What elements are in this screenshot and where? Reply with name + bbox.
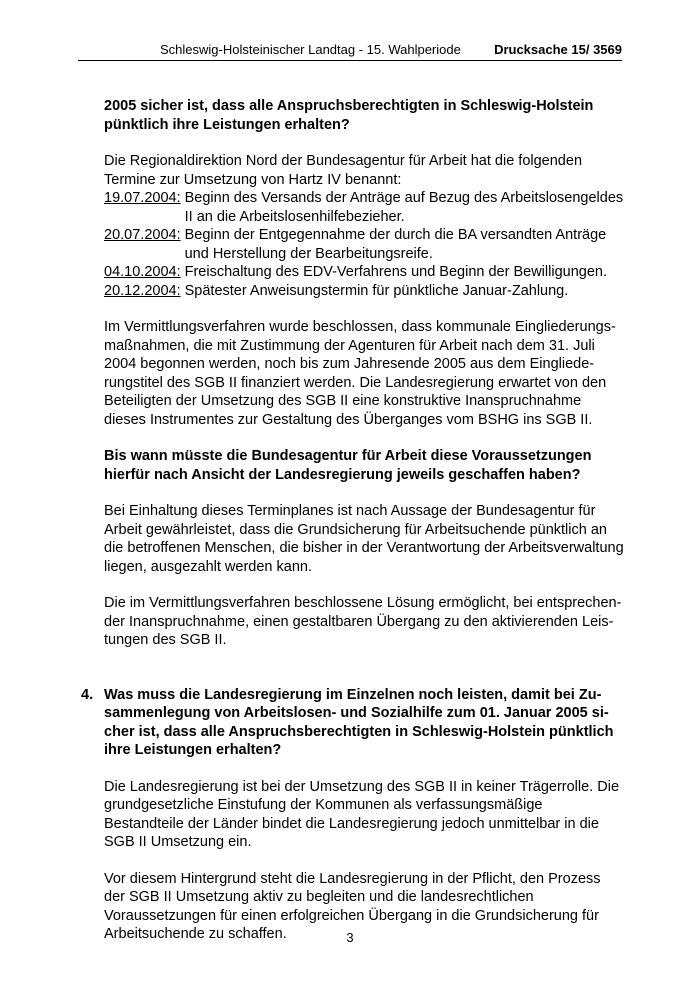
page-number: 3 <box>346 930 354 945</box>
date-label: 04.10.2004: <box>104 264 181 280</box>
question-bis-wann: Bis wann müsste die Bundesagentur für Arbeit diese Voraussetzungen hierfür nach Ansicht der Landesregierung jeweils geschaffen haben? <box>104 448 592 483</box>
question-4 <box>81 686 624 760</box>
date-text: Freischaltung des EDV-Verfahrens und Beginn der Bewilligungen. <box>184 264 607 280</box>
date-item <box>104 189 624 226</box>
page-header <box>78 38 622 61</box>
paragraph-pflicht: Vor diesem Hintergrund steht die Landesregierung in der Pflicht, den Prozess der SGB II Umsetzung aktiv zu begleiten und die landesrechtlichen Voraussetzungen für einen erfolgreichen Übergang in die Grundsicherung für Arbeitsuchende zu schaffen. <box>104 870 601 942</box>
date-item <box>104 282 624 301</box>
date-text: Spätester Anweisungstermin für pünktliche Januar-Zahlung. <box>184 282 569 299</box>
paragraph-traeger: Die Landesregierung ist bei der Umsetzung des SGB II in keiner Trägerrolle. Die grundgesetzliche Einstufung der Kommunen als verfassungsmäßige Bestandteile der Länder bindet die Landesregierung jedoch unmittelbar in die SGB II Umsetzung ein. <box>104 778 620 850</box>
date-label: 20.07.2004: <box>104 227 181 243</box>
date-label: 19.07.2004: <box>104 190 181 206</box>
paragraph-einhaltung: Bei Einhaltung dieses Terminplanes ist nach Aussage der Bundesagentur für Arbeit gewährleistet, dass die Grundsicherung für Arbeitsuchende pünktlich an die betroffenen Menschen, die bisher in der Verantwortung der Arbeitsverwaltung liegen, ausgezahlt werden kann. <box>104 503 624 575</box>
date-text: Beginn der Entgegennahme der durch die BA versandten Anträge und Herstellung der Bearbeitungsreife. <box>184 227 607 262</box>
date-item <box>104 226 624 263</box>
paragraph-vermittlung: Im Vermittlungsverfahren wurde beschlossen, dass kommunale Eingliederungsmaßnahmen, die mit Zustimmung der Agenturen für Arbeit nach dem 31. Juli 2004 begonnen werden, noch bis zum Jahresende 2005 aus dem Eingliederungstitel des SGB II finanziert werden. Die Landesregierung erwartet von den Beteiligten der Umsetzung des SGB II eine konstruktive Inanspruchnahme dieses Instrumentes zur Gestaltung des Überganges vom BSHG ins SGB II. <box>104 319 616 428</box>
paragraph-intro: Die Regionaldirektion Nord der Bundesagentur für Arbeit hat die folgenden Termine zur Umsetzung von Hartz IV benannt: <box>104 153 583 188</box>
date-list <box>104 189 624 300</box>
date-text: Beginn des Versands der Anträge auf Bezug des Arbeitslosengeldes II an die Arbeitslosenhilfebezieher. <box>184 190 624 225</box>
date-label: 20.12.2004: <box>104 282 181 299</box>
header-doc-number: Drucksache 15/ 3569 <box>494 42 622 57</box>
question-continuation: 2005 sicher ist, dass alle Anspruchsberechtigten in Schleswig-Holstein pünktlich ihre Leistungen erhalten? <box>104 98 594 133</box>
date-item <box>104 263 624 282</box>
question-4-text: Was muss die Landesregierung im Einzelnen noch leisten, damit bei Zusammenlegung von Arbeitslosen- und Sozialhilfe zum 01. Januar 2005 sicher ist, dass alle Anspruchsberechtigten in Schleswig-Holstein pünktlich ihre Leistungen erhalten? <box>104 686 614 758</box>
document-body <box>81 97 624 944</box>
paragraph-loesung: Die im Vermittlungsverfahren beschlossene Lösung ermöglicht, bei entsprechender Inanspruchnahme, einen gestaltbaren Übergang zu den aktivierenden Leistungen des SGB II. <box>104 595 622 648</box>
header-title: Schleswig-Holsteinischer Landtag - 15. Wahlperiode <box>160 42 461 57</box>
question-number: 4. <box>81 686 94 703</box>
